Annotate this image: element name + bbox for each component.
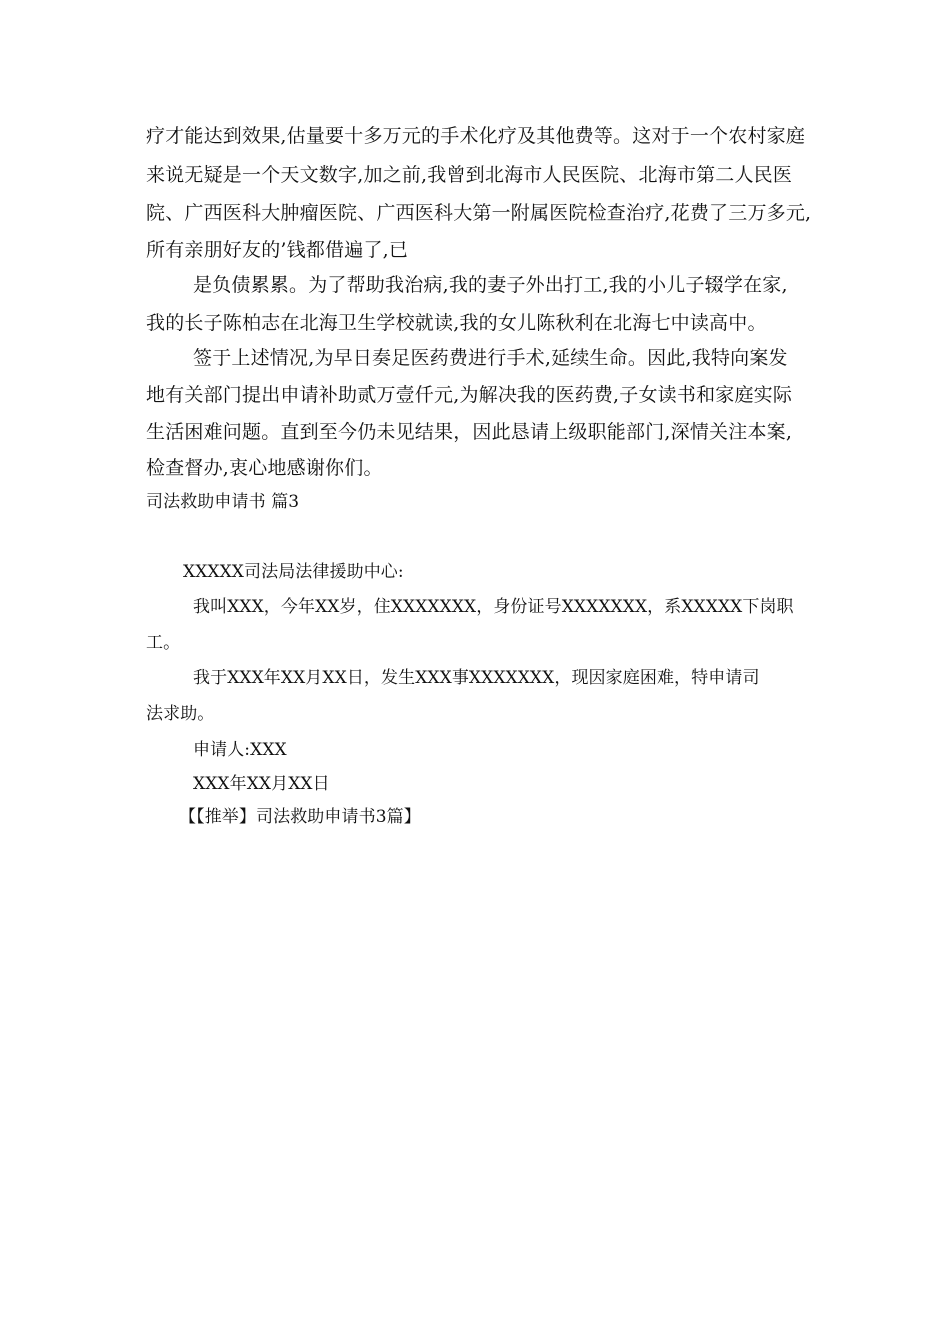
paragraph3-line2: 地有关部门提出申请补助贰万壹仟元,为解决我的医药费,子女读书和家庭实际 [146,384,793,406]
paragraph2-line2: 我的长子陈柏志在北海卫生学校就读,我的女儿陈秋利在北海七中读高中。 [146,312,767,334]
letter-date: XXX年XX月XX日 [193,774,330,794]
letter-body-line1: 我于XXX年XX月XX日，发生XXX事XXXXXXX，现因家庭困难，特申请司 [193,668,760,688]
paragraph1-line4: 所有亲朋好友的’钱都借遍了,已 [146,239,409,261]
letter-body-line2: 法求助。 [146,704,215,724]
section-heading: 司法救助申请书 篇3 [146,492,300,512]
paragraph1-line2: 来说无疑是一个天文数字,加之前,我曾到北海市人民医院、北海市第二人民医 [146,164,793,186]
paragraph3-line4: 检查督办,衷心地感谢你们。 [146,457,383,479]
letter-intro-line2: 工。 [146,633,181,653]
paragraph3-line3: 生活困难问题。直到至今仍未见结果，因此恳请上级职能部门,深情关注本案, [146,421,793,443]
paragraph1-line3: 院、广西医科大肿瘤医院、广西医科大第一附属医院检查治疗,花费了三万多元, [146,202,812,224]
letter-intro-line1: 我叫XXX，今年XX岁，住XXXXXXX，身份证号XXXXXXX，系XXXXX下岗职 [193,597,794,617]
paragraph3-line1: 签于上述情况,为早日奏足医药费进行手术,延续生命。因此,我特向案发 [193,347,788,369]
paragraph2-line1: 是负债累累。为了帮助我治病,我的妻子外出打工,我的小儿子辍学在家, [193,274,788,296]
footer-title: 【【推举】司法救助申请书3篇】 [179,807,421,827]
letter-applicant: 申请人:XXX [193,740,287,760]
letter-salutation: XXXXX司法局法律援助中心: [183,562,404,582]
paragraph1-line1: 疗才能达到效果,估量要十多万元的手术化疗及其他费等。这对于一个农村家庭 [146,125,806,147]
